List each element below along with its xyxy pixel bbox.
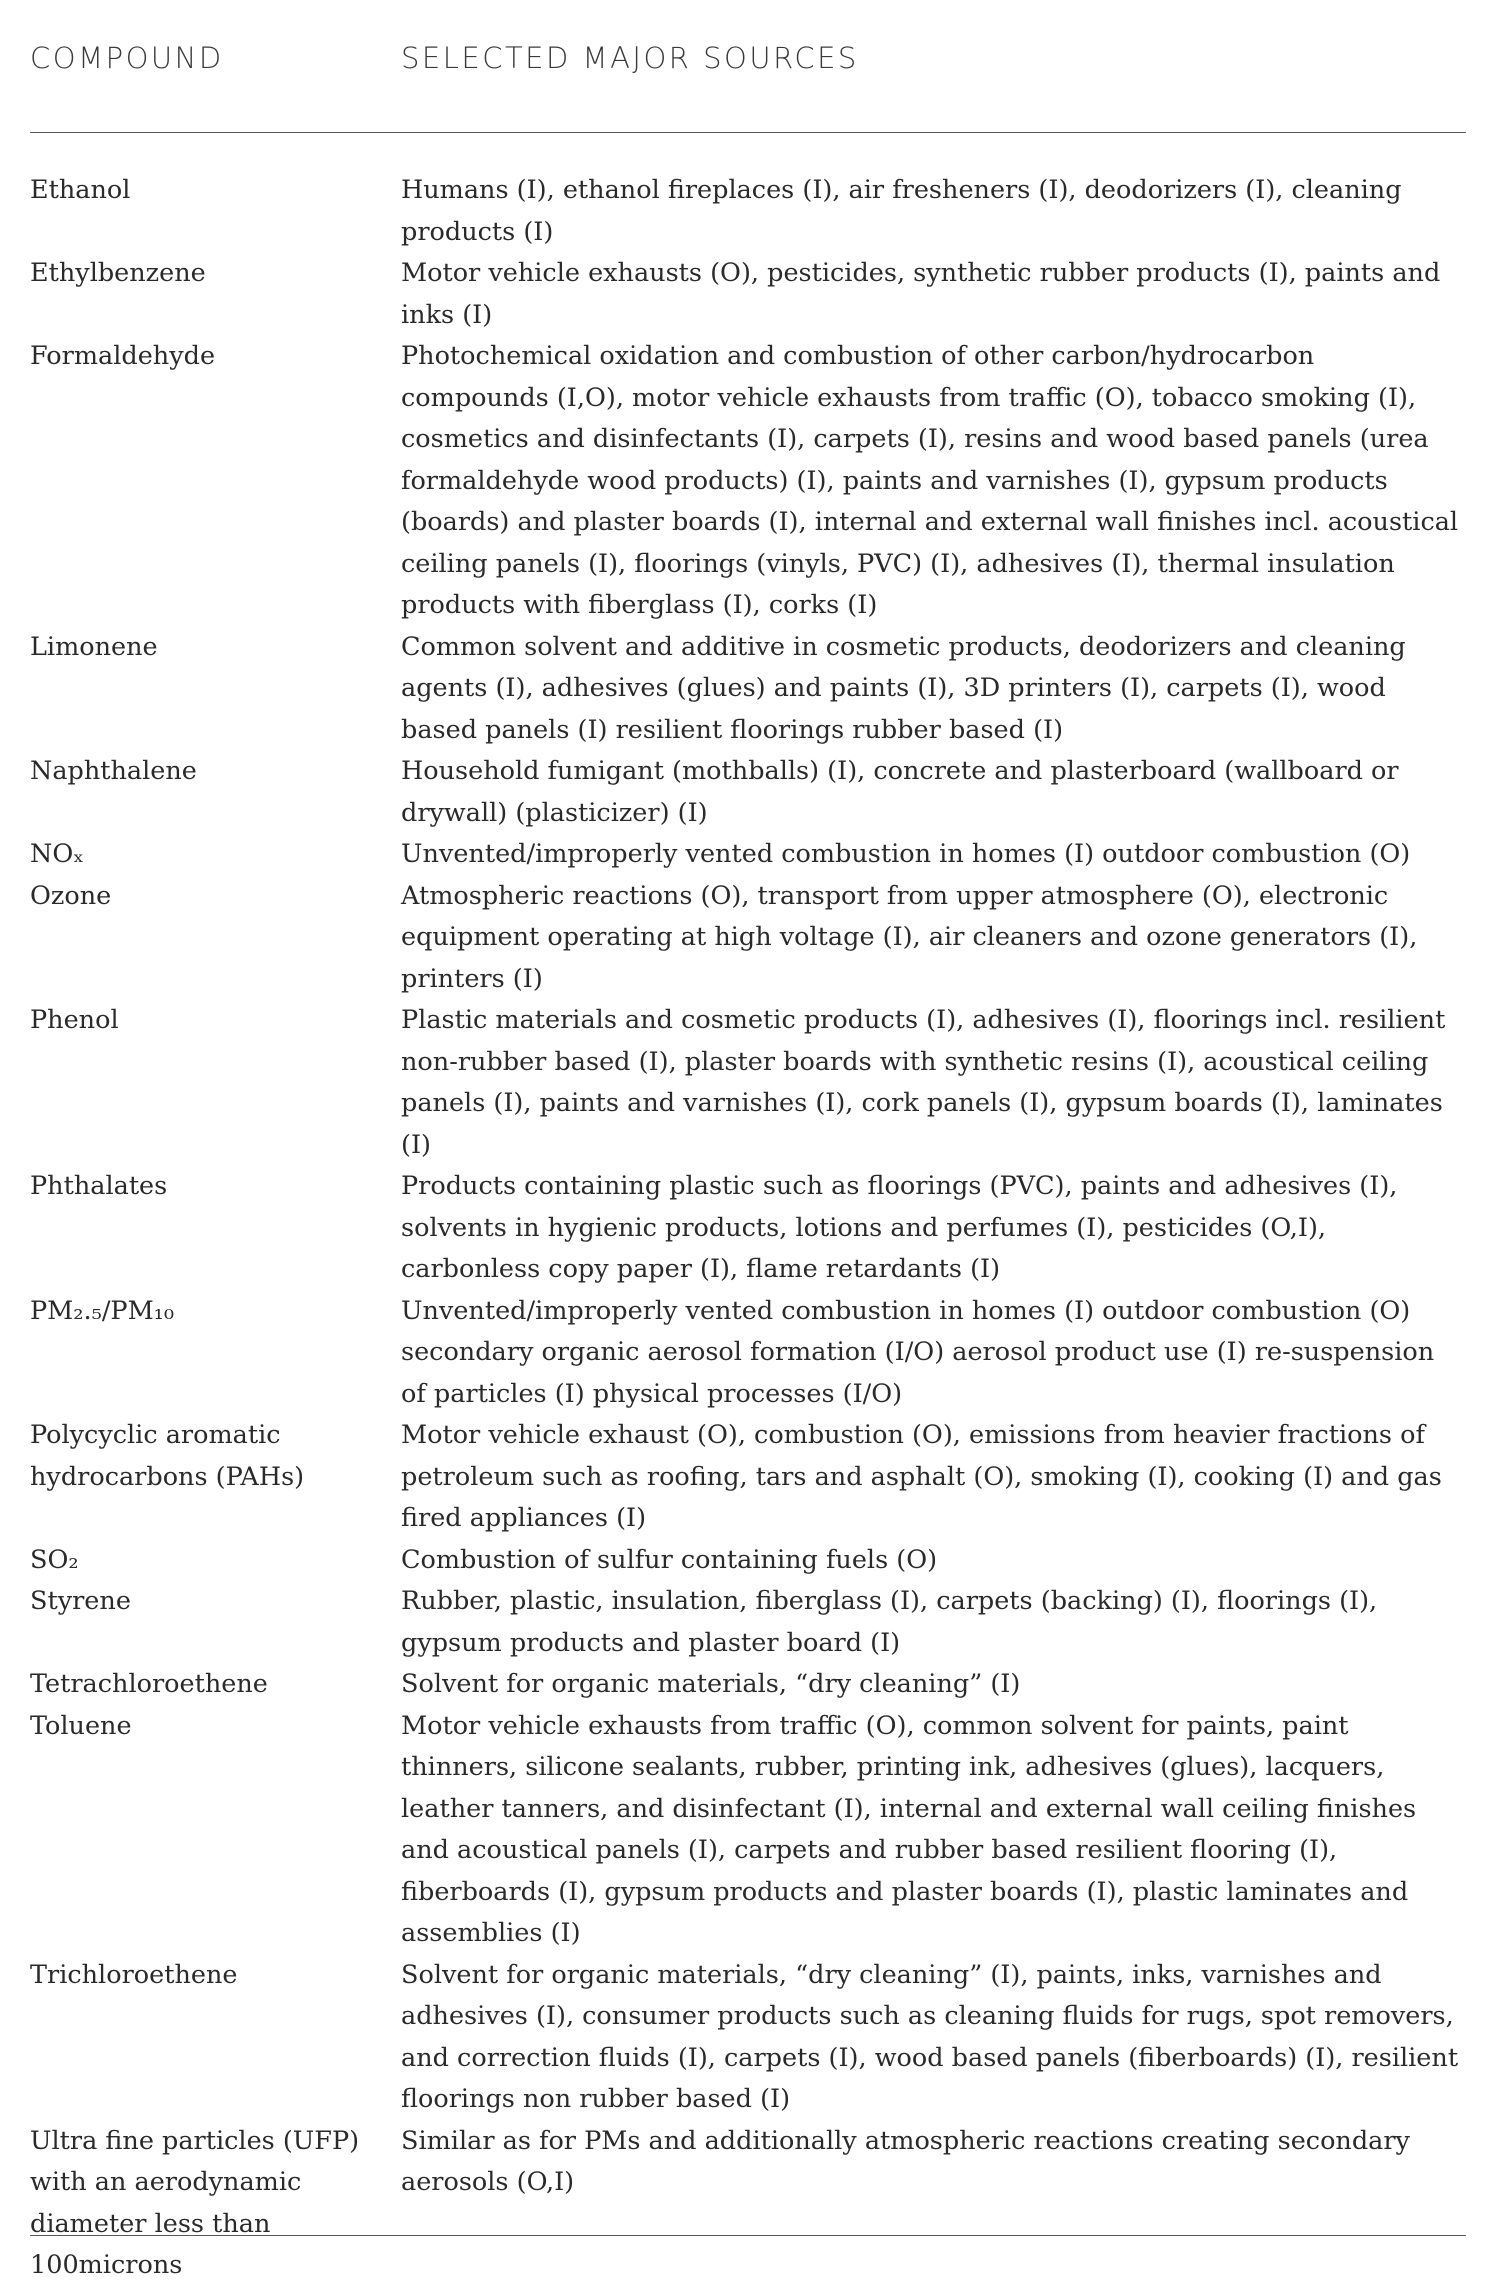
- table-row: [30, 834, 1466, 876]
- compound-cell: Ultra fine particles (UFP) with an aerodynamic diameter less than 100microns: [30, 2125, 360, 2280]
- table-row: [30, 1664, 1466, 1706]
- table-row: [30, 876, 1466, 1001]
- sources-cell: Photochemical oxidation and combustion of other carbon/hydrocarbon compounds (I,O), motor vehicle exhausts from traffic (O), tobacco smoking (I), cosmetics and disinfectants (I), carpets (I), resins and wood based panels (urea formaldehyde wood products) (I), paints and varnishes (I), gypsum products (boards) and plaster boards (I), internal and external wall finishes incl. acoustical ceiling panels (I), floorings (vinyls, PVC) (I), adhesives (I), thermal insulation products with fiberglass (I), corks (I): [401, 341, 1459, 620]
- table-header: [30, 0, 1466, 133]
- table-row: [30, 336, 1466, 627]
- compound-cell: Formaldehyde: [30, 341, 216, 371]
- compound-cell: PM₂.₅/PM₁₀: [30, 1295, 175, 1326]
- bottom-rule: [30, 2235, 1466, 2236]
- table-body: [30, 133, 1466, 2287]
- sources-cell: Motor vehicle exhausts from traffic (O), common solvent for paints, paint thinners, silicone sealants, rubber, printing ink, adhesives (glues), lacquers, leather tanners, and disinfectant (I), internal and external wall ceiling finishes and acoustical panels (I), carpets and rubber based resilient flooring (I), fiberboards (I), gypsum products and plaster boards (I), plastic laminates and assemblies (I): [401, 1710, 1417, 1948]
- compound-cell: Phenol: [30, 1005, 119, 1035]
- sources-cell: Motor vehicle exhaust (O), combustion (O), emissions from heavier fractions of petroleum such as roofing, tars and asphalt (O), smoking (I), cooking (I) and gas fired appliances (I): [401, 1420, 1442, 1533]
- sources-cell: Plastic materials and cosmetic products (I), adhesives (I), floorings incl. resilient non-rubber based (I), plaster boards with synthetic resins (I), acoustical ceiling panels (I), paints and varnishes (I), cork panels (I), gypsum boards (I), laminates (I): [401, 1005, 1446, 1160]
- sources-cell: Solvent for organic materials, “dry cleaning” (I), paints, inks, varnishes and adhesives (I), consumer products such as cleaning fluids for rugs, spot removers, and correction fluids (I), carpets (I), wood based panels (fiberboards) (I), resilient floorings non rubber based (I): [401, 1959, 1459, 2114]
- sources-cell: Motor vehicle exhausts (O), pesticides, synthetic rubber products (I), paints and inks (I): [401, 258, 1441, 330]
- table-row: [30, 1706, 1466, 1955]
- table-row: [30, 1540, 1466, 1582]
- sources-cell: Humans (I), ethanol fireplaces (I), air fresheners (I), deodorizers (I), cleaning products (I): [401, 175, 1402, 247]
- compound-cell: Limonene: [30, 631, 158, 662]
- table-row: [30, 170, 1466, 253]
- table-row: [30, 1000, 1466, 1166]
- sources-cell: Solvent for organic materials, “dry cleaning” (I): [401, 1669, 1021, 1699]
- compound-cell: Phthalates: [30, 1171, 168, 1201]
- table-row: [30, 253, 1466, 336]
- compound-cell: Ozone: [30, 880, 112, 911]
- table-row: [30, 2121, 1466, 2287]
- sources-cell: Unvented/improperly vented combustion in homes (I) outdoor combustion (O) secondary organic aerosol formation (I/O) aerosol product use (I) re-suspension of particles (I) physical processes (I/O): [401, 1295, 1435, 1409]
- sources-cell: Atmospheric reactions (O), transport from upper atmosphere (O), electronic equipment operating at high voltage (I), air cleaners and ozone generators (I), printers (I): [401, 880, 1418, 994]
- compound-cell: SO₂: [30, 1544, 79, 1575]
- table-row: [30, 751, 1466, 834]
- compound-cell: Tetrachloroethene: [30, 1669, 268, 1699]
- compound-cell: Ethylbenzene: [30, 258, 206, 288]
- compound-cell: NOₓ: [30, 839, 85, 869]
- sources-cell: Unvented/improperly vented combustion in homes (I) outdoor combustion (O): [401, 839, 1411, 869]
- compound-cell: Polycyclic aromatic hydrocarbons (PAHs): [30, 1420, 305, 1492]
- column-header-compound: COMPOUND: [30, 41, 224, 75]
- sources-cell: Products containing plastic such as floorings (PVC), paints and adhesives (I), solvents in hygienic products, lotions and perfumes (I), pesticides (O,I), carbonless copy paper (I), flame retardants (I): [401, 1171, 1398, 1284]
- compound-cell: Naphthalene: [30, 756, 197, 786]
- compound-cell: Toluene: [30, 1710, 132, 1741]
- sources-cell: Household fumigant (mothballs) (I), concrete and plasterboard (wallboard or drywall) (plasticizer) (I): [401, 756, 1399, 828]
- sources-cell: Rubber, plastic, insulation, fiberglass (I), carpets (backing) (I), floorings (I), gypsum products and plaster board (I): [401, 1586, 1378, 1658]
- compound-cell: Styrene: [30, 1586, 131, 1616]
- sources-cell: Similar as for PMs and additionally atmospheric reactions creating secondary aerosols (O,I): [401, 2125, 1410, 2197]
- compound-cell: Trichloroethene: [30, 1959, 238, 1990]
- table-row: [30, 1415, 1466, 1540]
- table-row: [30, 1581, 1466, 1664]
- table-row: [30, 1955, 1466, 2121]
- table-row: [30, 1166, 1466, 1291]
- sources-cell: Combustion of sulfur containing fuels (O): [401, 1544, 938, 1575]
- sources-cell: Common solvent and additive in cosmetic products, deodorizers and cleaning agents (I), adhesives (glues) and paints (I), 3D printers (I), carpets (I), wood based panels (I) resilient floorings rubber based (I): [401, 631, 1406, 745]
- compound-sources-table: [30, 0, 1466, 2287]
- table-row: [30, 1291, 1466, 1416]
- column-header-sources: SELECTED MAJOR SOURCES: [401, 41, 859, 75]
- table-row: [30, 627, 1466, 752]
- compound-cell: Ethanol: [30, 175, 131, 205]
